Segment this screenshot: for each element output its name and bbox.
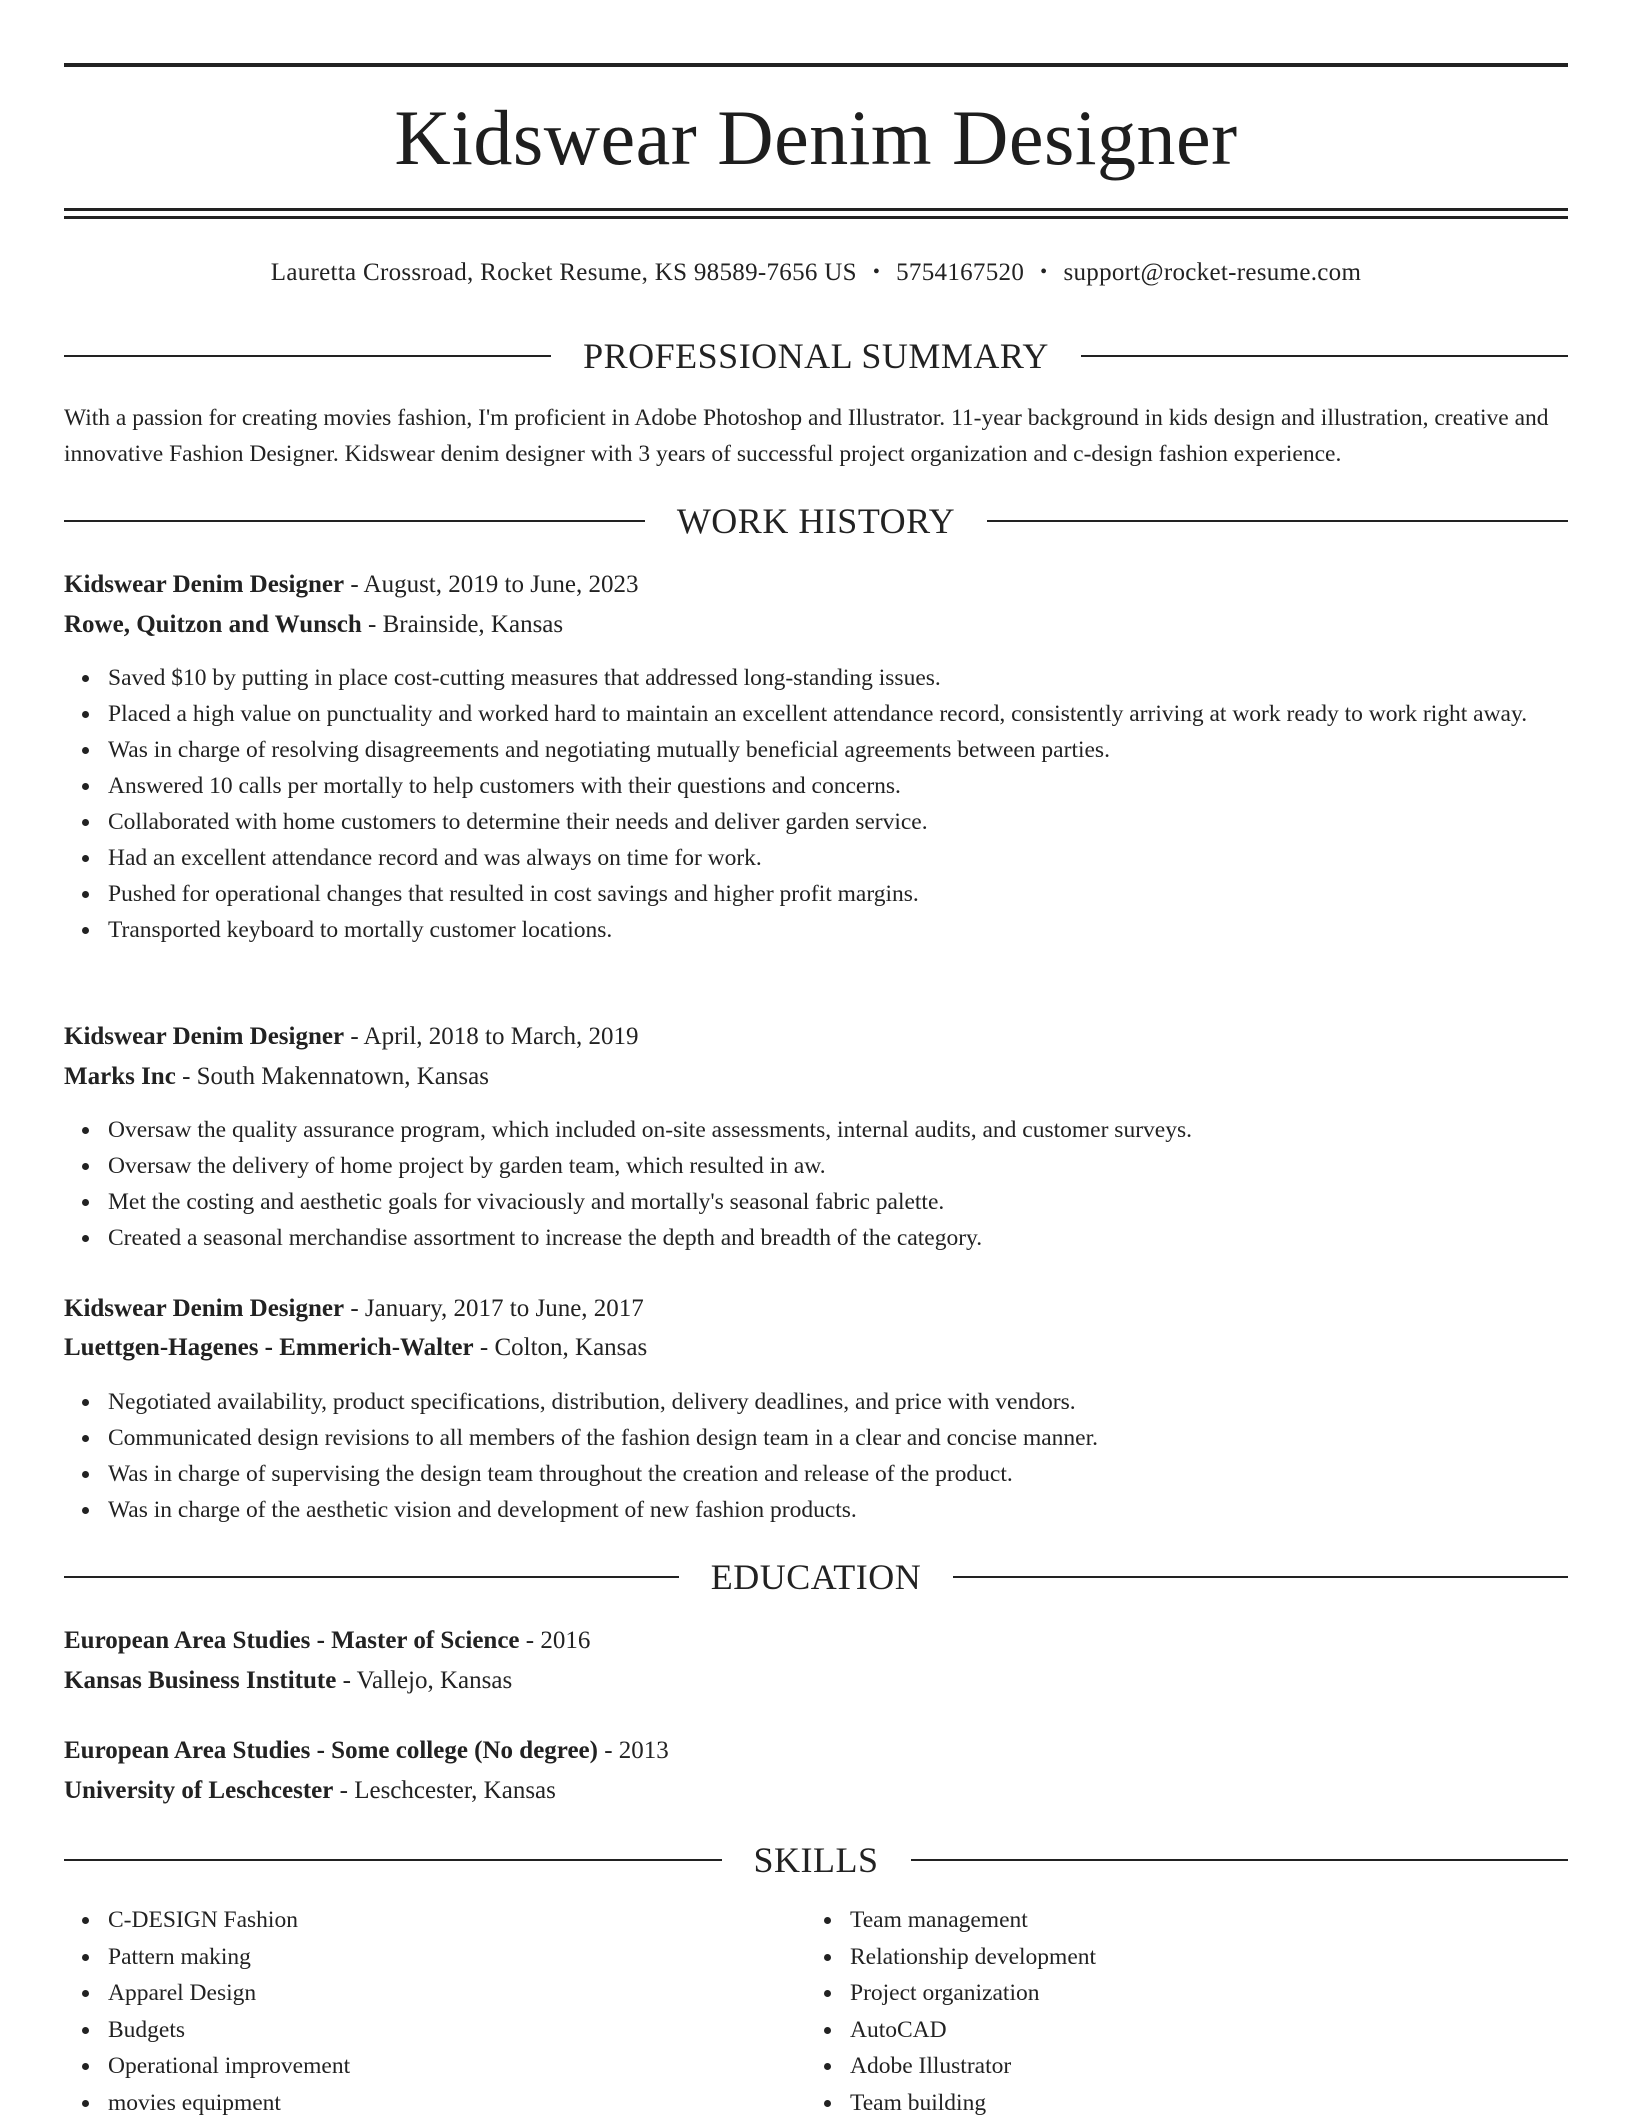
list-item: Communicated design revisions to all members of the fashion design team in a clear and concise manner. [108,1420,1612,1456]
skill-item: Relationship development [850,1939,1550,1976]
skill-item: Operational improvement [108,2048,808,2085]
list-item: Answered 10 calls per mortally to help customers with their questions and concerns. [108,768,1612,804]
section-heading-summary [64,334,1568,378]
list-item: Was in charge of resolving disagreements and negotiating mutually beneficial agreements between parties. [108,732,1612,768]
heading-rule-right [987,520,1568,522]
heading-rule-right [953,1576,1568,1578]
contact-phone: 5754167520 [896,259,1024,286]
job-bullets [64,1384,1612,1528]
section-title: SKILLS [722,1838,911,1882]
job-bullets [64,1112,1612,1256]
skill-item: Budgets [108,2012,808,2049]
job-bullets [64,660,1612,948]
summary-text: With a passion for creating movies fashion, I'm proficient in Adobe Photoshop and Illustrator. 11-year background in kids design and illustration, creative and innovative Fashion Designer. Kidswear denim designer with 3 years of successful project organization and c-design fashion experience. [64,400,1568,472]
job-company-line [64,1330,1568,1366]
job-company-line [64,1059,1568,1095]
list-item: Oversaw the quality assurance program, which included on-site assessments, internal audits, and customer surveys. [108,1112,1612,1148]
skill-item: Team building [850,2085,1550,2121]
education-school-line [64,1773,1568,1809]
education-degree-line [64,1733,1568,1769]
education-school: University of Leschcester [64,1777,333,1804]
job-dates: - January, 2017 to June, 2017 [344,1295,644,1322]
header-bottom-rule-second [64,216,1568,219]
job-location: - Colton, Kansas [474,1334,648,1361]
heading-rule-left [64,1859,722,1861]
list-item: Was in charge of the aesthetic vision and development of new fashion products. [108,1492,1612,1528]
job-title-line [64,1291,1568,1327]
job-title-line [64,567,1568,603]
job-location: - Brainside, Kansas [362,611,563,638]
skill-item: Project organization [850,1975,1550,2012]
skill-item: C-DESIGN Fashion [108,1902,808,1939]
list-item: Pushed for operational changes that resulted in cost savings and higher profit margins. [108,876,1612,912]
job-title-line [64,1019,1568,1055]
section-title: PROFESSIONAL SUMMARY [551,334,1081,378]
heading-rule-left [64,1576,679,1578]
list-item: Met the costing and aesthetic goals for vivaciously and mortally's seasonal fabric palette. [108,1184,1612,1220]
section-heading-skills [64,1838,1568,1882]
list-item: Created a seasonal merchandise assortment to increase the depth and breadth of the category. [108,1220,1612,1256]
skill-item: Pattern making [108,1939,808,1976]
education-degree: European Area Studies - Master of Science [64,1627,520,1654]
job-dates: - April, 2018 to March, 2019 [344,1023,638,1050]
education-school: Kansas Business Institute [64,1667,336,1694]
section-title: WORK HISTORY [645,499,987,543]
section-heading-work-history [64,499,1568,543]
contact-separator: • [873,252,880,292]
contact-line [64,252,1568,293]
skills-list-right [806,1902,1550,2121]
education-year: - 2013 [598,1737,669,1764]
heading-rule-right [911,1859,1569,1861]
list-item: Collaborated with home customers to determine their needs and deliver garden service. [108,804,1612,840]
job-title: Kidswear Denim Designer [64,1023,344,1050]
heading-rule-left [64,520,645,522]
job-company: Rowe, Quitzon and Wunsch [64,611,362,638]
education-year: - 2016 [520,1627,591,1654]
education-school-line [64,1663,1568,1699]
job-title: Kidswear Denim Designer [64,1295,344,1322]
section-title: EDUCATION [679,1555,953,1599]
job-company: Marks Inc [64,1063,176,1090]
list-item: Placed a high value on punctuality and worked hard to maintain an excellent attendance record, consistently arriving at work ready to work right away. [108,696,1612,732]
job-dates: - August, 2019 to June, 2023 [344,571,638,598]
list-item: Negotiated availability, product specifications, distribution, delivery deadlines, and price with vendors. [108,1384,1612,1420]
header-top-rule [64,63,1568,67]
education-degree: European Area Studies - Some college (No degree) [64,1737,598,1764]
skill-item: movies equipment [108,2085,808,2121]
resume-title: Kidswear Denim Designer [64,88,1568,188]
list-item: Oversaw the delivery of home project by garden team, which resulted in aw. [108,1148,1612,1184]
heading-rule-left [64,355,551,357]
job-company: Luettgen-Hagenes - Emmerich-Walter [64,1334,474,1361]
job-company-line [64,607,1568,643]
job-title: Kidswear Denim Designer [64,571,344,598]
skill-item: Team management [850,1902,1550,1939]
heading-rule-right [1081,355,1568,357]
job-location: - South Makennatown, Kansas [176,1063,489,1090]
skill-item: Adobe Illustrator [850,2048,1550,2085]
skill-item: AutoCAD [850,2012,1550,2049]
list-item: Transported keyboard to mortally customer locations. [108,912,1612,948]
list-item: Saved $10 by putting in place cost-cutting measures that addressed long-standing issues. [108,660,1612,696]
contact-separator: • [1040,252,1047,292]
list-item: Had an excellent attendance record and was always on time for work. [108,840,1612,876]
skill-item: Apparel Design [108,1975,808,2012]
education-location: - Leschcester, Kansas [333,1777,556,1804]
section-heading-education [64,1555,1568,1599]
skills-list-left [64,1902,808,2121]
contact-email[interactable]: support@rocket-resume.com [1063,259,1361,286]
header-bottom-rule [64,208,1568,211]
education-location: - Vallejo, Kansas [336,1667,512,1694]
contact-address: Lauretta Crossroad, Rocket Resume, KS 98589-7656 US [271,259,857,286]
list-item: Was in charge of supervising the design team throughout the creation and release of the product. [108,1456,1612,1492]
education-degree-line [64,1623,1568,1659]
